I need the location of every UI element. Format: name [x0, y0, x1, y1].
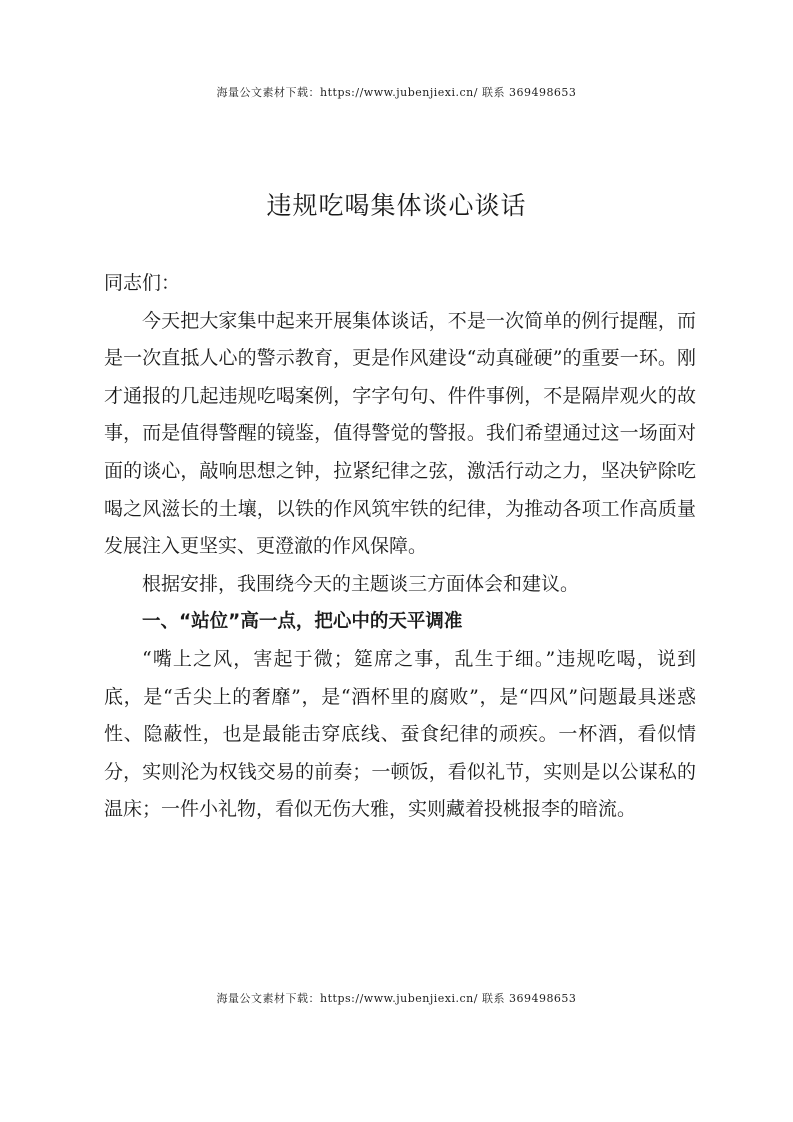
section-heading: 一、“站位”高一点，把心中的天平调准 [142, 611, 463, 633]
section-paragraph: “嘴上之风，害起于微；筵席之事，乱生于细。”违规吃喝，说到底，是“舌尖上的奢靡”，是“酒杯里的腐败”，是“四风”问题最具迷惑性、隐蔽性，也是最能击穿底线、蚕食纪律的顽疾。一杯酒，看似情分，实则沦为权钱交易的前奏；一顿饭，看似礼节，实则是以公谋私的温床；一件小礼物，看似无伤大雅，实则藏着投桃报李的暗流。 [104, 647, 696, 821]
header-source-note: 海量公文素材下载：https://www.jubenjiexi.cn/ 联系 369498653 [216, 86, 577, 99]
salutation: 同志们： [104, 272, 181, 294]
document-title: 违规吃喝集体谈心谈话 [266, 191, 527, 220]
body-paragraph: 根据安排，我围绕今天的主题谈三方面体会和建议。 [142, 572, 580, 595]
document-body [104, 265, 696, 829]
body-paragraph: 今天把大家集中起来开展集体谈话，不是一次简单的例行提醒，而是一次直抵人心的警示教育，更是作风建设“动真碰硬”的重要一环。刚才通报的几起违规吃喝案例，字字句句、件件事例，不是隔岸观火的故事，而是值得警醒的镜鉴，值得警觉的警报。我们希望通过这一场面对面的谈心，敲响思想之钟，拉紧纪律之弦，激活行动之力，坚决铲除吃喝之风滋长的土壤，以铁的作风筑牢铁的纪律，为推动各项工作高质量发展注入更坚实、更澄澈的作风保障。 [104, 309, 696, 558]
footer-source-note: 海量公文素材下载：https://www.jubenjiexi.cn/ 联系 369498653 [216, 992, 577, 1005]
